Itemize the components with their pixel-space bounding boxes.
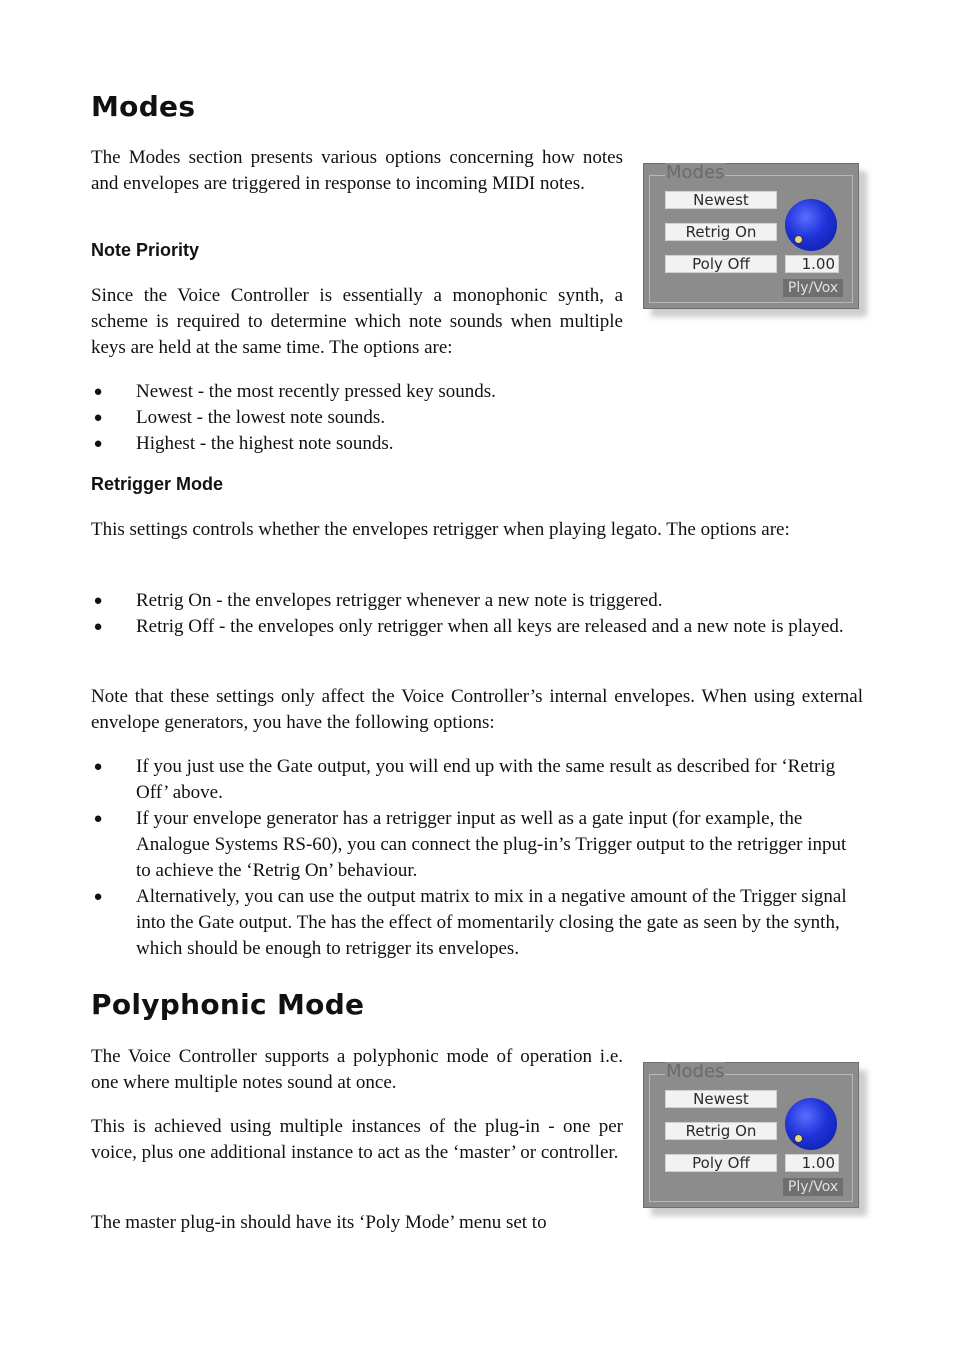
modes-panel-image	[643, 1062, 863, 1212]
external-envelope-paragraph: Note that these settings only affect the Voice Controller’s internal envelopes. When using external envelope generators, you have the following options:	[91, 686, 863, 733]
list-item: ● Highest - the highest note sounds.	[91, 431, 863, 457]
bullet-icon: ●	[93, 619, 103, 635]
poly-paragraph-1: The Voice Controller supports a polyphonic mode of operation i.e. one where multiple notes sound at once.	[91, 1046, 623, 1093]
bullet-icon: ●	[93, 436, 103, 452]
panel-title: Modes	[666, 162, 725, 183]
bullet-icon: ●	[93, 759, 103, 775]
note-priority-menu: Newest	[665, 191, 777, 209]
list-item: ● If your envelope generator has a retrigger input as well as a gate input (for example, the Analogue Systems RS-60), you can connect the plug-in’s Trigger output to the retrigger input to achieve the ‘Retrig On’ behaviour.	[91, 806, 863, 884]
ply-vox-knob	[785, 1098, 837, 1150]
heading-note-priority: Note Priority	[91, 240, 200, 260]
heading-polyphonic-mode: Polyphonic Mode	[91, 988, 365, 1021]
priority-options-list	[91, 379, 863, 457]
knob-label: Ply/Vox	[783, 279, 843, 297]
external-options-list	[91, 754, 863, 962]
panel-title: Modes	[666, 1061, 725, 1082]
retrigger-menu: Retrig On	[665, 1122, 777, 1140]
knob-label: Ply/Vox	[783, 1178, 843, 1196]
modes-intro-paragraph: The Modes section presents various options concerning how notes and envelopes are triggered in response to incoming MIDI notes.	[91, 147, 623, 194]
list-item: ● If you just use the Gate output, you will end up with the same result as described for ‘Retrig Off’ above.	[91, 754, 863, 806]
bullet-icon: ●	[93, 889, 103, 905]
knob-value: 1.00	[785, 255, 839, 273]
list-item: ● Retrig Off - the envelopes only retrigger when all keys are released and a new note is played.	[91, 614, 863, 640]
list-item: ● Newest - the most recently pressed key sounds.	[91, 379, 863, 405]
retrigger-options-list	[91, 588, 863, 640]
poly-paragraph-3: The master plug-in should have its ‘Poly Mode’ menu set to	[91, 1212, 547, 1233]
heading-retrigger-mode: Retrigger Mode	[91, 474, 224, 494]
poly-paragraph-2: This is achieved using multiple instances of the plug-in - one per voice, plus one additional instance to act as the ‘master’ or controller.	[91, 1116, 623, 1163]
list-item: ● Lowest - the lowest note sounds.	[91, 405, 863, 431]
list-item: ● Alternatively, you can use the output matrix to mix in a negative amount of the Trigger signal into the Gate output. The has the effect of momentarily closing the gate as seen by the synth, which should be enough to retrigger its envelopes.	[91, 884, 863, 962]
ply-vox-knob	[785, 199, 837, 251]
poly-mode-menu: Poly Off	[665, 255, 777, 273]
heading-modes: Modes	[91, 90, 196, 123]
note-priority-paragraph: Since the Voice Controller is essentially a monophonic synth, a scheme is required to determine which note sounds when multiple keys are held at the same time. The options are:	[91, 285, 623, 358]
bullet-icon: ●	[93, 384, 103, 400]
poly-mode-menu: Poly Off	[665, 1154, 777, 1172]
bullet-icon: ●	[93, 410, 103, 426]
retrigger-menu: Retrig On	[665, 223, 777, 241]
modes-panel-image	[643, 163, 863, 313]
list-item: ● Retrig On - the envelopes retrigger whenever a new note is triggered.	[91, 588, 863, 614]
note-priority-menu: Newest	[665, 1090, 777, 1108]
knob-value: 1.00	[785, 1154, 839, 1172]
bullet-icon: ●	[93, 593, 103, 609]
bullet-icon: ●	[93, 811, 103, 827]
retrigger-paragraph: This settings controls whether the envelopes retrigger when playing legato. The options are:	[91, 519, 790, 540]
